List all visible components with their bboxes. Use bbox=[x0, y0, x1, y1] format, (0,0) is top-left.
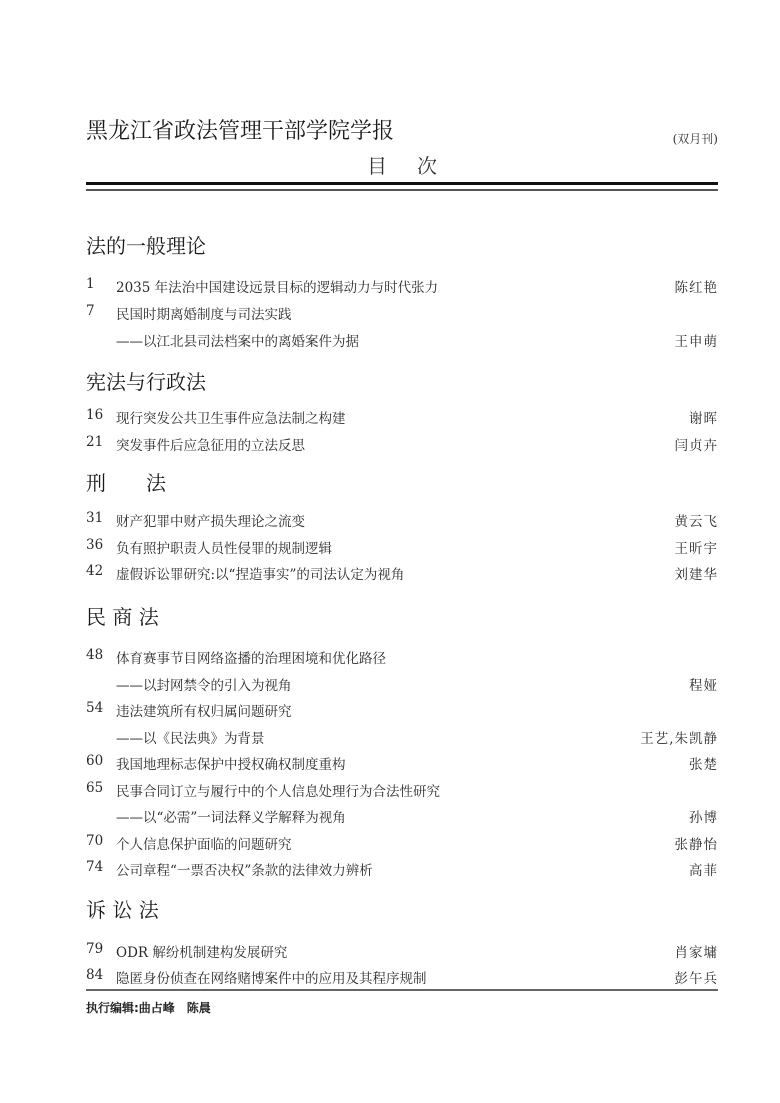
article-author: 王昕宇 bbox=[674, 541, 718, 557]
article-author: 黄云飞 bbox=[674, 514, 718, 530]
article-title: 违法建筑所有权归属问题研究 bbox=[116, 704, 292, 720]
toc-entry-subtitle bbox=[86, 674, 718, 696]
page-number: 54 bbox=[86, 700, 104, 716]
page-number: 16 bbox=[86, 407, 104, 423]
toc-entry[interactable] bbox=[86, 859, 718, 881]
article-author: 王申萌 bbox=[674, 334, 718, 350]
article-title: 2035 年法治中国建设远景目标的逻辑动力与时代张力 bbox=[116, 280, 439, 296]
article-author: 肖家墉 bbox=[674, 945, 718, 961]
article-author: 彭午兵 bbox=[674, 971, 718, 987]
toc-entry[interactable] bbox=[86, 276, 718, 298]
toc-entry[interactable] bbox=[86, 700, 718, 722]
article-author: 孙博 bbox=[689, 810, 718, 826]
page-number: 65 bbox=[86, 780, 104, 796]
toc-entry-subtitle bbox=[86, 806, 718, 828]
article-title: 体育赛事节目网络盗播的治理困境和优化路径 bbox=[116, 651, 386, 667]
toc-entry[interactable] bbox=[86, 303, 718, 325]
toc-entry-subtitle bbox=[86, 727, 718, 749]
footer-rule bbox=[86, 989, 718, 991]
journal-title: 黑龙江省政法管理干部学院学报 bbox=[86, 119, 395, 144]
article-title: 负有照护职责人员性侵罪的规制逻辑 bbox=[116, 541, 332, 557]
article-author: 陈红艳 bbox=[674, 280, 718, 296]
article-author: 高菲 bbox=[689, 863, 718, 879]
page-number: 7 bbox=[86, 303, 95, 319]
page-number: 31 bbox=[86, 510, 104, 526]
page-number: 74 bbox=[86, 859, 104, 875]
toc-entry[interactable] bbox=[86, 407, 718, 429]
article-title: 突发事件后应急征用的立法反思 bbox=[116, 438, 305, 454]
page-number: 21 bbox=[86, 434, 104, 450]
header-rule-thick bbox=[86, 182, 718, 185]
article-subtitle: ——以封网禁令的引入为视角 bbox=[116, 678, 292, 694]
article-title: 公司章程“一票否决权”条款的法律效力辨析 bbox=[116, 863, 373, 879]
toc-entry[interactable] bbox=[86, 941, 718, 963]
article-author: 谢晖 bbox=[689, 411, 718, 427]
article-author: 刘建华 bbox=[674, 567, 718, 583]
page-number: 48 bbox=[86, 647, 104, 663]
toc-entry[interactable] bbox=[86, 967, 718, 989]
section-title: 诉 讼 法 bbox=[86, 898, 159, 922]
article-title: ODR 解纷机制建构发展研究 bbox=[116, 945, 288, 961]
toc-entry[interactable] bbox=[86, 780, 718, 802]
toc-entry[interactable] bbox=[86, 563, 718, 585]
article-author: 张静怡 bbox=[674, 837, 718, 853]
toc-heading: 目次 bbox=[367, 154, 467, 178]
section-title: 民 商 法 bbox=[86, 605, 159, 629]
toc-entry-subtitle bbox=[86, 330, 718, 352]
article-subtitle: ——以“必需”一词法释义学解释为视角 bbox=[116, 810, 346, 826]
article-author: 张楚 bbox=[689, 757, 718, 773]
publication-frequency: (双月刊) bbox=[672, 132, 718, 146]
article-subtitle: ——以江北县司法档案中的离婚案件为据 bbox=[116, 334, 359, 350]
section-title: 宪法与行政法 bbox=[86, 370, 206, 394]
article-author: 王艺,朱凯静 bbox=[640, 731, 718, 747]
page-number: 42 bbox=[86, 563, 104, 579]
article-author: 闫贞卉 bbox=[674, 438, 718, 454]
toc-entry[interactable] bbox=[86, 647, 718, 669]
toc-entry[interactable] bbox=[86, 753, 718, 775]
page-number: 36 bbox=[86, 537, 104, 553]
toc-entry[interactable] bbox=[86, 537, 718, 559]
article-title: 民事合同订立与履行中的个人信息处理行为合法性研究 bbox=[116, 784, 440, 800]
article-author: 程娅 bbox=[689, 678, 718, 694]
toc-entry[interactable] bbox=[86, 510, 718, 532]
section-title: 刑 法 bbox=[86, 471, 166, 495]
article-title: 隐匿身份侦查在网络赌博案件中的应用及其程序规制 bbox=[116, 971, 427, 987]
toc-entry[interactable] bbox=[86, 833, 718, 855]
page-number: 1 bbox=[86, 276, 95, 292]
section-title: 法的一般理论 bbox=[86, 234, 206, 258]
toc-entry[interactable] bbox=[86, 434, 718, 456]
page-number: 79 bbox=[86, 941, 104, 957]
article-subtitle: ——以《民法典》为背景 bbox=[116, 731, 265, 747]
article-title: 虚假诉讼罪研究:以“捏造事实”的司法认定为视角 bbox=[116, 567, 405, 583]
article-title: 财产犯罪中财产损失理论之流变 bbox=[116, 514, 305, 530]
page-number: 60 bbox=[86, 753, 104, 769]
page-number: 84 bbox=[86, 967, 104, 983]
article-title: 个人信息保护面临的问题研究 bbox=[116, 837, 292, 853]
executive-editors: 执行编辑:曲占峰 陈晨 bbox=[86, 1001, 211, 1015]
article-title: 我国地理标志保护中授权确权制度重构 bbox=[116, 757, 346, 773]
article-title: 民国时期离婚制度与司法实践 bbox=[116, 307, 292, 323]
header-rule-thin bbox=[86, 189, 718, 191]
page-number: 70 bbox=[86, 833, 104, 849]
article-title: 现行突发公共卫生事件应急法制之构建 bbox=[116, 411, 346, 427]
